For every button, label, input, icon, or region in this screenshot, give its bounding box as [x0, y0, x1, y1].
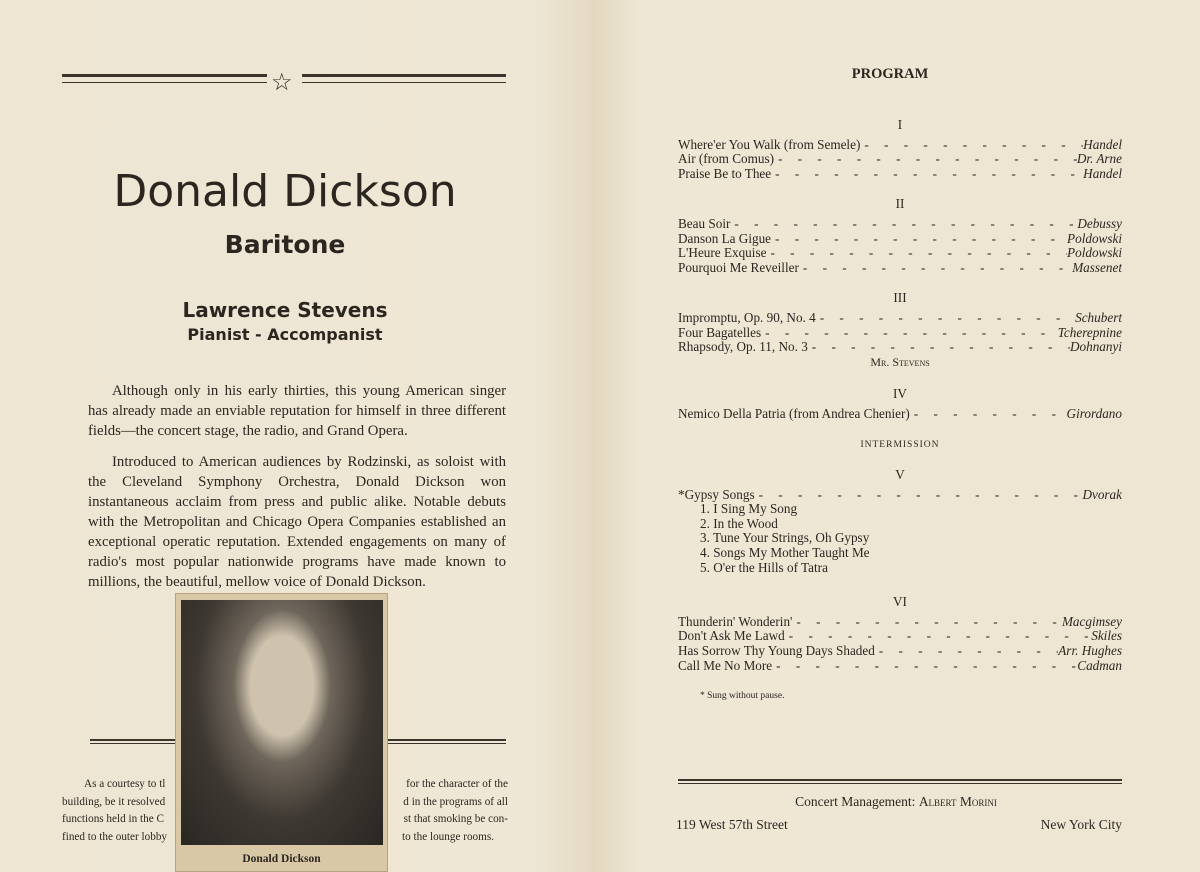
piece-title: Beau Soir [678, 216, 731, 231]
leader-dashes [761, 326, 1058, 341]
ornament-rule-right [302, 74, 506, 83]
program-item [678, 152, 1122, 167]
leader-dashes [730, 217, 1077, 232]
section-numeral: VI [893, 594, 907, 610]
accompanist-name: Lawrence Stevens [182, 298, 388, 322]
manager-name: Albert Morini [918, 794, 997, 809]
piece-title: L'Heure Exquise [678, 246, 767, 261]
piece-title: Don't Ask Me Lawd [678, 629, 785, 644]
photo-clipping [175, 593, 388, 872]
leader-dashes [910, 407, 1067, 422]
piece-title: *Gypsy Songs [678, 487, 755, 502]
piece-title: Pourquoi Me Reveiller [678, 260, 799, 275]
divider [678, 779, 1122, 784]
sub-item: 1. I Sing My Song [700, 501, 798, 517]
composer: Girordano [1066, 406, 1122, 421]
sub-item: 3. Tune Your Strings, Oh Gypsy [700, 530, 870, 546]
leader-dashes [816, 311, 1075, 326]
program-list [678, 118, 1122, 704]
piece-title: Danson La Gigue [678, 231, 772, 246]
program-item [678, 311, 1122, 326]
leader-dashes [860, 138, 1083, 153]
program-item [678, 340, 1122, 355]
composer: Massenet [1072, 260, 1122, 275]
notice-text: to the lounge rooms. [402, 830, 494, 843]
photo-caption: Donald Dickson [242, 853, 321, 865]
notice-text: functions held in the C [62, 813, 164, 825]
leader-dashes [808, 340, 1070, 355]
program-item [678, 246, 1122, 261]
management-label: Concert Management: [795, 794, 916, 809]
bio-paragraph: Introduced to American audiences by Rodzinski, as soloist with the Cleveland Symphony Orchestra, Donald Dickson won instantaneous acclaim from press and public alike. Notable debuts with the Metropolitan and Chicago Opera Companies established an exceptional operatic reputation. Extended engagements on many of radio's most popular nationwide programs have made known to millions, the beautiful, mellow voice of Donald Dickson. [88, 454, 506, 590]
composer: Handel [1083, 166, 1122, 181]
composer: Arr. Hughes [1058, 644, 1122, 659]
leader-dashes [799, 261, 1072, 276]
program-item [678, 261, 1122, 276]
section-numeral: IV [893, 386, 907, 402]
leader-dashes [771, 232, 1067, 247]
bio [88, 381, 506, 603]
piece-title: Has Sorrow Thy Young Days Shaded [678, 644, 875, 659]
portrait-photo [181, 600, 383, 845]
address: 119 West 57th Street [676, 817, 788, 832]
footnote: * Sung without pause. [700, 691, 785, 702]
composer: Dohnanyi [1069, 340, 1122, 355]
piece-title: Impromptu, Op. 90, No. 4 [678, 310, 816, 325]
program-item [678, 615, 1122, 630]
composer: Macgimsey [1061, 614, 1122, 629]
city: New York City [1040, 817, 1122, 832]
program-item [678, 644, 1122, 659]
composer: Tcherepnine [1057, 325, 1122, 340]
composer: Dvorak [1082, 487, 1122, 502]
program-item [678, 217, 1122, 232]
notice-text: building, be it resolved [62, 795, 166, 808]
notice-text: As a courtesy to tl [84, 778, 166, 790]
sub-item: 2. In the Wood [700, 515, 778, 531]
section-numeral: III [893, 290, 907, 306]
notice-text: d in the programs of all [403, 795, 508, 808]
ornament-rule-left [62, 74, 267, 83]
artist-name: Donald Dickson [113, 166, 457, 217]
piece-title: Four Bagatelles [678, 325, 762, 340]
intermission: INTERMISSION [860, 439, 940, 450]
program-item [678, 629, 1122, 644]
piece-title: Thunderin' Wonderin' [678, 614, 793, 629]
management-line [592, 794, 1200, 810]
leader-dashes [774, 152, 1077, 167]
leader-dashes [785, 629, 1091, 644]
program-item [678, 232, 1122, 247]
composer: Poldowski [1067, 246, 1122, 261]
section-numeral: I [897, 117, 903, 132]
notice-text: st that smoking be con- [403, 813, 508, 825]
composer: Skiles [1091, 629, 1122, 644]
section-numeral: II [895, 196, 905, 212]
piece-title: Rhapsody, Op. 11, No. 3 [678, 340, 808, 355]
performer: Mr. Stevens [870, 354, 930, 369]
notice-text: fined to the outer lobby [62, 830, 168, 843]
left-page [0, 0, 592, 872]
section-numeral: V [895, 467, 905, 483]
program-title: PROGRAM [851, 66, 929, 82]
leader-dashes [792, 615, 1062, 630]
right-page [592, 0, 1200, 872]
accompanist-role: Pianist - Accompanist [187, 325, 383, 344]
composer: Debussy [1077, 216, 1122, 231]
leader-dashes [771, 167, 1083, 182]
composer: Dr. Arne [1076, 152, 1122, 167]
bio-paragraph: Although only in his early thirties, this young American singer has already made an enviable reputation for himself in three different fields—the concert stage, the radio, and Grand Opera. [88, 383, 506, 439]
program-item [678, 659, 1122, 674]
leader-dashes [772, 659, 1077, 674]
program-item [678, 326, 1122, 341]
composer: Cadman [1077, 658, 1122, 673]
piece-title: Call Me No More [678, 658, 773, 673]
composer: Poldowski [1067, 231, 1122, 246]
program-item [678, 488, 1122, 503]
composer: Schubert [1075, 310, 1122, 325]
voice-type: Baritone [224, 230, 346, 259]
leader-dashes [766, 246, 1067, 261]
program-item [678, 407, 1122, 422]
leader-dashes [875, 644, 1058, 659]
piece-title: Where'er You Walk (from Semele) [678, 137, 861, 152]
sub-item: 5. O'er the Hills of Tatra [700, 559, 828, 575]
star-icon: ☆ [271, 70, 293, 96]
notice-text: for the character of the [406, 778, 508, 790]
piece-title: Praise Be to Thee [678, 166, 772, 181]
composer: Handel [1083, 137, 1122, 152]
sub-item: 4. Songs My Mother Taught Me [700, 545, 870, 561]
program-item [678, 167, 1122, 182]
piece-title: Air (from Comus) [678, 152, 774, 167]
program-item [678, 138, 1122, 153]
piece-title: Nemico Della Patria (from Andrea Chenier) [678, 406, 910, 421]
leader-dashes [755, 488, 1083, 503]
